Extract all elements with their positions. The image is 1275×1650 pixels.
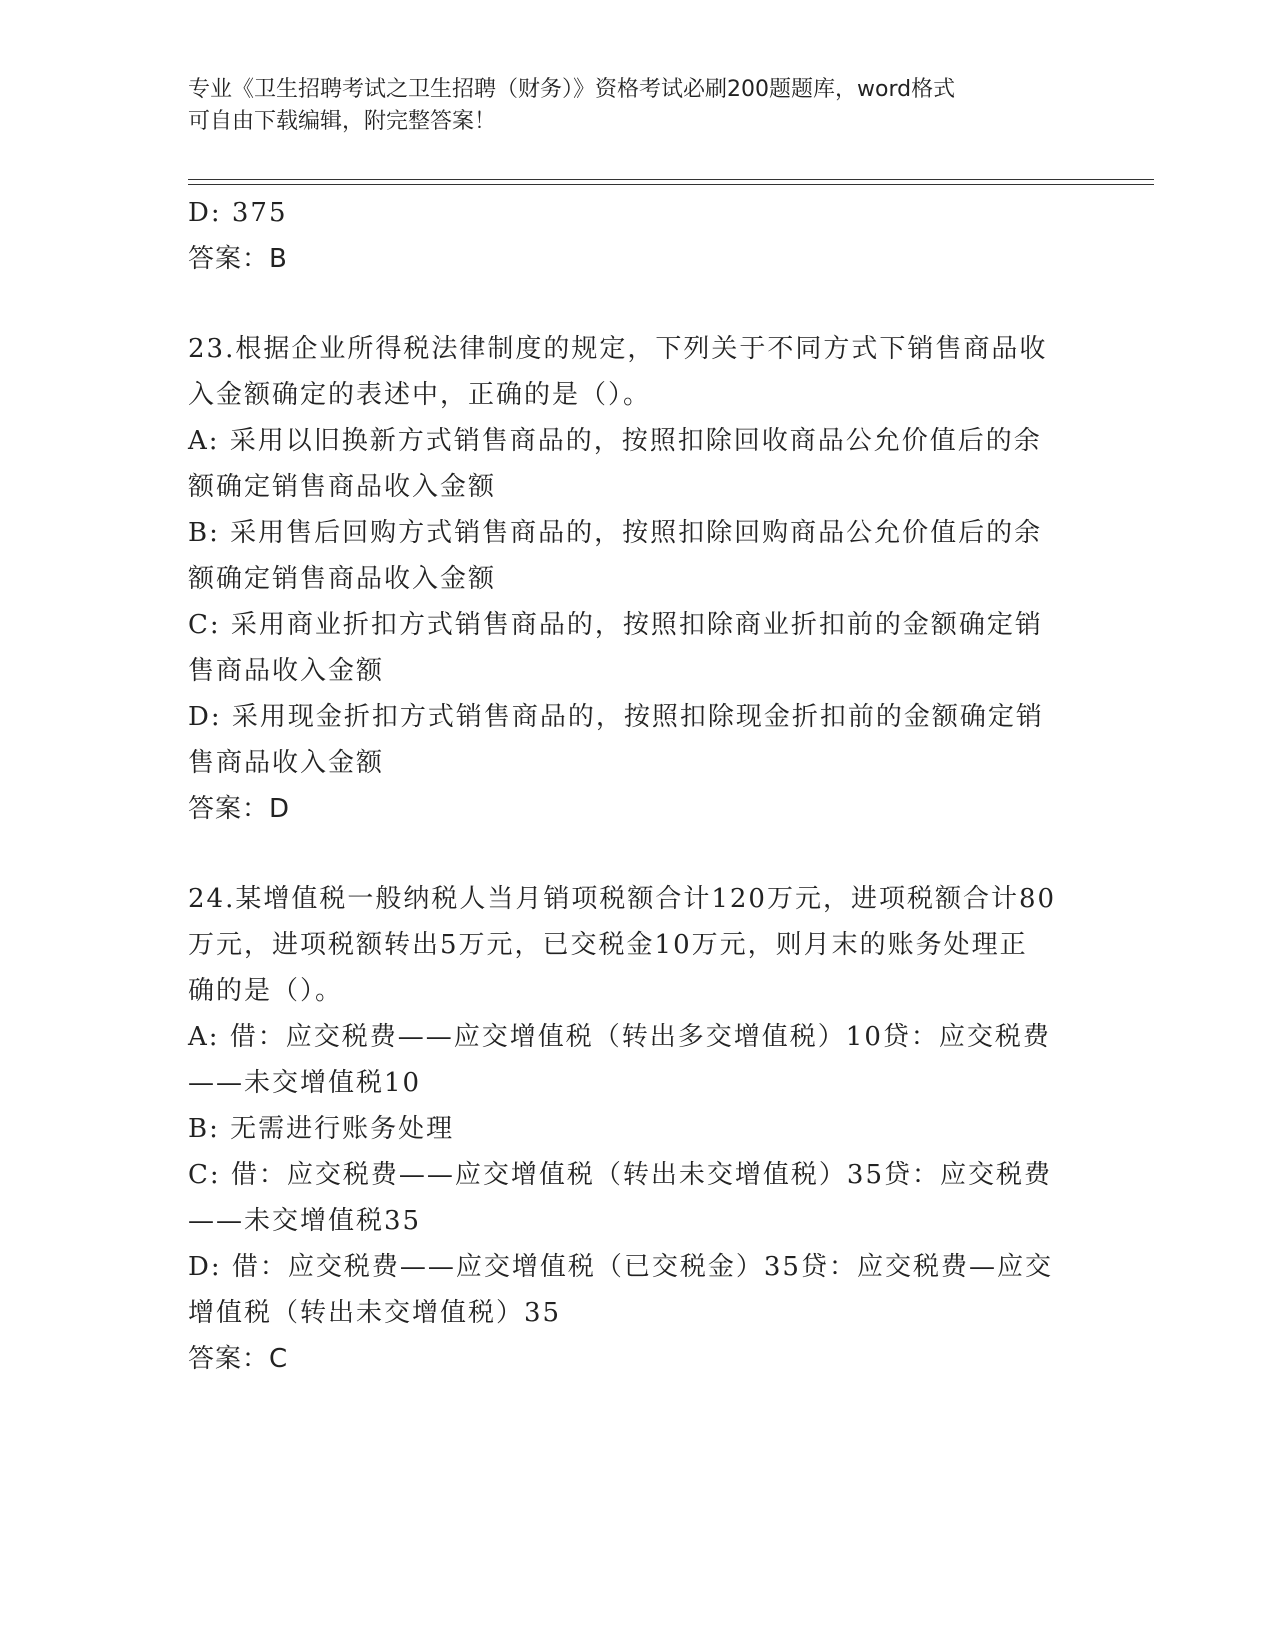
option-c-continued: ——未交增值税35 bbox=[188, 1206, 422, 1236]
question-stem-line: 万元，进项税额转出5万元，已交税金10万元，则月末的账务处理正 bbox=[188, 930, 1028, 960]
header-title-line-1: 专业《卫生招聘考试之卫生招聘（财务）》资格考试必刷200题题库，word格式 bbox=[188, 77, 956, 102]
option-d-continued: 售商品收入金额 bbox=[188, 748, 385, 778]
option-d: D: 借：应交税费——应交增值税（已交税金）35贷：应交税费—应交 bbox=[188, 1252, 1053, 1282]
option-a-continued: 额确定销售商品收入金额 bbox=[188, 472, 497, 502]
question-stem-line: 入金额确定的表述中，正确的是（）。 bbox=[188, 380, 652, 410]
option-c: C: 借：应交税费——应交增值税（转出未交增值税）35贷：应交税费 bbox=[188, 1160, 1053, 1190]
option-b: B: 无需进行账务处理 bbox=[188, 1114, 455, 1144]
answer-label: 答案：C bbox=[188, 1344, 289, 1374]
question-stem-line: 23.根据企业所得税法律制度的规定，下列关于不同方式下销售商品收 bbox=[188, 334, 1048, 364]
option-b-continued: 额确定销售商品收入金额 bbox=[188, 564, 497, 594]
header-divider-bottom bbox=[188, 184, 1154, 185]
question-22-tail bbox=[188, 190, 1088, 282]
option-a-continued: ——未交增值税10 bbox=[188, 1068, 422, 1098]
answer-label: 答案：D bbox=[188, 794, 291, 824]
answer-label: 答案：B bbox=[188, 244, 288, 274]
option-c: C: 采用商业折扣方式销售商品的，按照扣除商业折扣前的金额确定销 bbox=[188, 610, 1043, 640]
header-title-line-2: 可自由下载编辑，附完整答案！ bbox=[188, 109, 497, 134]
page-header bbox=[188, 74, 1088, 138]
question-24 bbox=[188, 876, 1088, 1382]
question-23 bbox=[188, 326, 1088, 832]
option-b: B: 采用售后回购方式销售商品的，按照扣除回购商品公允价值后的余 bbox=[188, 518, 1043, 548]
option-a: A: 采用以旧换新方式销售商品的，按照扣除回收商品公允价值后的余 bbox=[188, 426, 1042, 456]
spacer bbox=[188, 282, 1088, 326]
option-d-continued: 增值税（转出未交增值税）35 bbox=[188, 1298, 562, 1328]
question-stem-line: 24.某增值税一般纳税人当月销项税额合计120万元，进项税额合计80 bbox=[188, 884, 1057, 914]
spacer bbox=[188, 832, 1088, 876]
option-a: A: 借：应交税费——应交增值税（转出多交增值税）10贷：应交税费 bbox=[188, 1022, 1051, 1052]
option-d: D: 采用现金折扣方式销售商品的，按照扣除现金折扣前的金额确定销 bbox=[188, 702, 1044, 732]
header-divider-top bbox=[188, 179, 1154, 180]
option-d: D: 375 bbox=[188, 198, 288, 228]
option-c-continued: 售商品收入金额 bbox=[188, 656, 385, 686]
question-stem-line: 确的是（）。 bbox=[188, 976, 344, 1006]
document-body bbox=[188, 190, 1088, 1382]
